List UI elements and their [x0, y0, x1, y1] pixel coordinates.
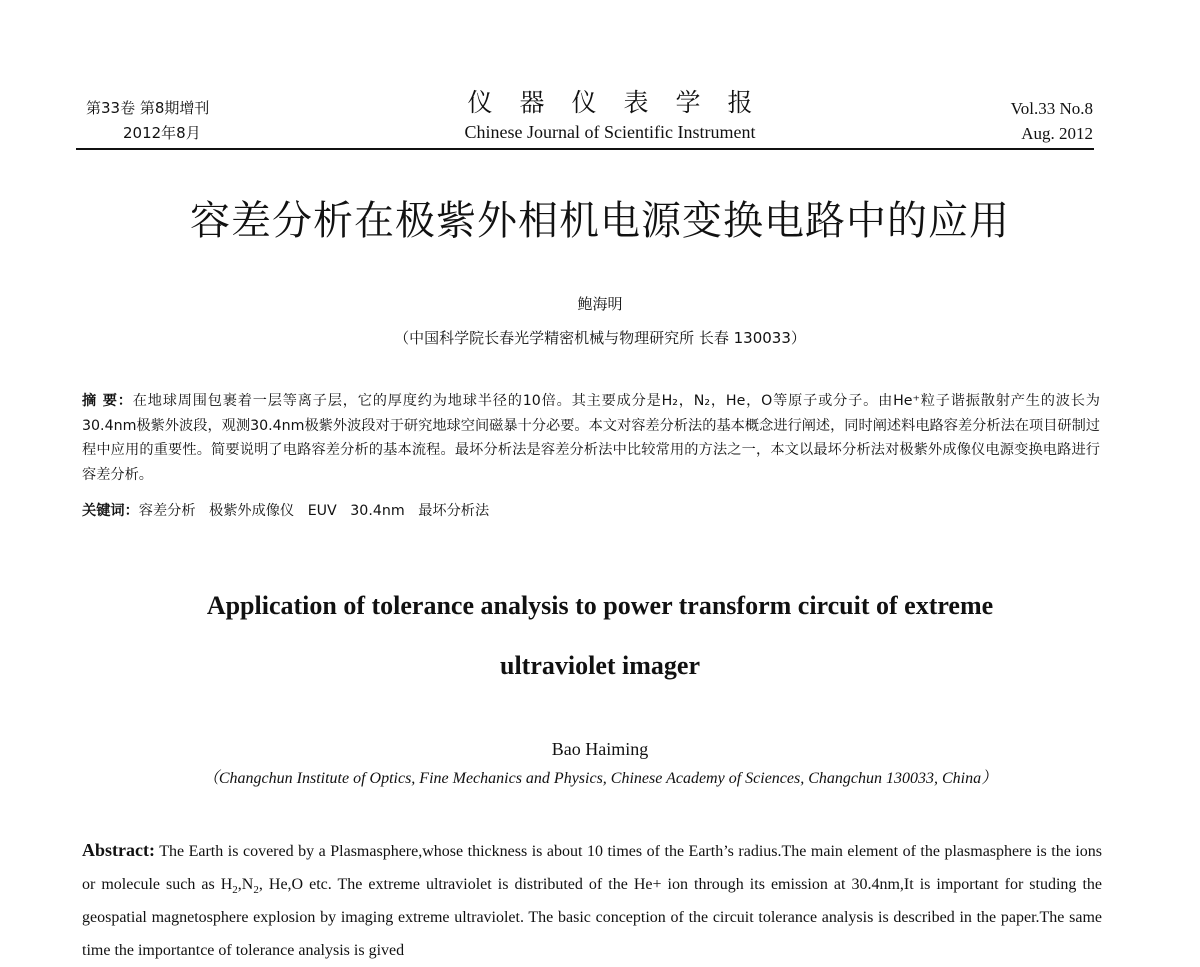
subscript-n2: 2 — [253, 884, 259, 897]
journal-name-en: Chinese Journal of Scientific Instrument — [464, 122, 756, 142]
paper-title-en-line1: Application of tolerance analysis to power transform circuit of extreme — [206, 591, 994, 620]
abstract-en-label: Abstract: — [82, 840, 155, 860]
keywords-cn-text: 容差分析 极紫外成像仪 EUV 30.4nm 最坏分析法 — [138, 503, 490, 519]
abstract-en-text-b: ,N — [237, 876, 254, 893]
date-cn: 2012年8月 — [123, 124, 201, 142]
journal-name-cn: 仪器仪表学报 — [467, 88, 780, 117]
abstract-cn — [82, 389, 1100, 487]
affiliation-en: （Changchun Institute of Optics, Fine Mechanics and Physics, Chinese Academy of Sciences, Changchun 130033, China） — [202, 770, 998, 787]
volume-en: Vol.33 No.8 — [1010, 99, 1093, 118]
header-right — [893, 96, 1093, 146]
abstract-cn-label: 摘 要： — [82, 393, 133, 409]
subscript-h2: 2 — [232, 884, 238, 897]
abstract-en-text-a: The Earth is covered by a Plasmasphere,whose thickness is about 10 times of the Earth’s radius.The main element of the plasmasphere is the ions or molecule such as H — [82, 843, 1102, 893]
volume-cn: 第33卷 第8期增刊 — [86, 99, 210, 117]
abstract-cn-text: 在地球周围包裹着一层等离子层，它的厚度约为地球半径的10倍。其主要成分是H₂，N₂，He，O等原子或分子。由He⁺粒子谐振散射产生的波长为30.4nm极紫外波段，观测30.4nm极紫外波段对于研究地球空间磁暴十分必要。本文对容差分析法的基本概念进行阐述，同时阐述料电路容差分析法在项目研制过程中应用的重要性。简要说明了电路容差分析的基本流程。最坏分析法是容差分析法中比较常用的方法之一，本文以最坏分析法对极紫外成像仪电源变换电路进行容差分析。 — [82, 393, 1100, 483]
affiliation-cn: （中国科学院长春光学精密机械与物理研究所 长春 130033） — [394, 329, 806, 347]
header-left — [86, 96, 306, 146]
paper-title-en — [0, 576, 1200, 696]
keywords-cn — [82, 500, 1100, 522]
abstract-en — [82, 834, 1102, 967]
header-rule — [76, 148, 1094, 150]
date-en: Aug. 2012 — [1021, 124, 1093, 143]
paper-title-en-line2: ultraviolet imager — [500, 651, 700, 680]
author-en: Bao Haiming — [551, 739, 649, 759]
abstract-en-text-c: , He,O etc. The extreme ultraviolet is distributed of the He+ ion through its emission at 30.4nm,It is important for studing the geospatial magnetosphere explosion by imaging extreme ultraviolet. The basic conception of the circuit tolerance analysis is described in the paper.The same time the importantce of tolerance analysis is gived — [82, 876, 1102, 959]
keywords-cn-label: 关键词： — [82, 503, 139, 519]
paper-title-cn: 容差分析在极紫外相机电源变换电路中的应用 — [190, 198, 1010, 244]
journal-masthead — [400, 86, 820, 142]
author-cn: 鲍海明 — [577, 295, 623, 313]
